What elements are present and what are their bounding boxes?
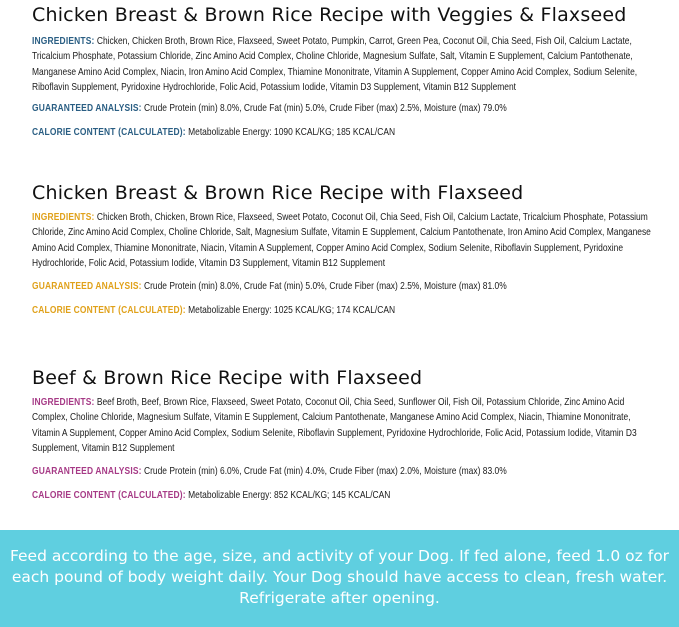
analysis-text: Crude Protein (min) 8.0%, Crude Fat (min) 5.0%, Crude Fiber (max) 2.5%, Moisture (max) 81.0% (143, 281, 507, 293)
recipe-title: Chicken Breast & Brown Rice Recipe with Flaxseed (32, 182, 524, 204)
analysis-label: GUARANTEED ANALYSIS: (32, 281, 142, 293)
calorie-label: CALORIE CONTENT (CALCULATED): (32, 127, 186, 139)
calorie-content (32, 125, 652, 140)
recipe-section-beef-flaxseed (32, 366, 652, 504)
calorie-label: CALORIE CONTENT (CALCULATED): (32, 305, 186, 317)
ingredients-label: INGREDIENTS: (32, 397, 95, 408)
feeding-instructions-text: Feed according to the age, size, and activity of your Dog. If fed alone, feed 1.0 oz for each pound of body weight daily. Your Dog should have access to clean, fresh water. Refrigerate after opening. (9, 547, 670, 607)
calorie-content (32, 303, 652, 318)
guaranteed-analysis (32, 279, 652, 294)
analysis-text: Crude Protein (min) 8.0%, Crude Fat (min) 5.0%, Crude Fiber (max) 2.5%, Moisture (max) 79.0% (143, 103, 507, 115)
recipe-section-chicken-veggies (32, 3, 652, 141)
recipe-title: Chicken Breast & Brown Rice Recipe with Veggies & Flaxseed (32, 4, 627, 26)
calorie-text: Metabolizable Energy: 1025 KCAL/KG; 174 KCAL/CAN (188, 305, 396, 317)
recipe-section-chicken-flaxseed (32, 181, 652, 319)
analysis-label: GUARANTEED ANALYSIS: (32, 103, 142, 115)
ingredients-text: Chicken, Chicken Broth, Brown Rice, Flaxseed, Sweet Potato, Pumpkin, Carrot, Green Pea, Coconut Oil, Chia Seed, Fish Oil, Calcium Lactate, Tricalcium Phosphate, Potassium Chloride, Zinc Amino Acid Complex, Choline Chloride, Magnesium Sulfate, Salt, Vitamin E Supplement, Calcium Pantothenate, Manganese Amino Acid Complex, Niacin, Iron Amino Acid Complex, Thiamine Mononitrate, Vitamin A Supplement, Copper Amino Acid Complex, Sodium Selenite, Riboflavin Supplement, Pyridoxine Hydrochloride, Folic Acid, Potassium Iodide, Vitamin D3 Supplement, Vitamin B12 Supplement (32, 36, 638, 93)
analysis-text: Crude Protein (min) 6.0%, Crude Fat (min) 4.0%, Crude Fiber (max) 2.0%, Moisture (max) 83.0% (143, 466, 507, 478)
calorie-text: Metabolizable Energy: 1090 KCAL/KG; 185 KCAL/CAN (188, 127, 396, 139)
ingredients-paragraph (32, 395, 652, 456)
ingredients-label: INGREDIENTS: (32, 212, 95, 223)
guaranteed-analysis (32, 101, 652, 116)
ingredients-paragraph (32, 34, 652, 95)
calorie-content (32, 488, 652, 503)
ingredients-label: INGREDIENTS: (32, 36, 95, 47)
guaranteed-analysis (32, 464, 652, 479)
analysis-label: GUARANTEED ANALYSIS: (32, 466, 142, 478)
ingredients-text: Beef Broth, Beef, Brown Rice, Flaxseed, Sweet Potato, Coconut Oil, Chia Seed, Sunflower Oil, Fish Oil, Potassium Chloride, Zinc Amino Acid Complex, Choline Chloride, Magnesium Sulfate, Vitamin E Supplement, Calcium Pantothenate, Manganese Amino Acid Complex, Niacin, Thiamine Mononitrate, Vitamin A Supplement, Copper Amino Acid Complex, Sodium Selenite, Riboflavin Supplement, Pyridoxine Hydrochloride, Folic Acid, Potassium Iodide, Vitamin D3 Supplement, Vitamin B12 Supplement (32, 397, 637, 454)
ingredients-paragraph (32, 210, 652, 271)
ingredients-text: Chicken Broth, Chicken, Brown Rice, Flaxseed, Sweet Potato, Coconut Oil, Chia Seed, Fish Oil, Calcium Lactate, Tricalcium Phosphate, Potassium Chloride, Zinc Amino Acid Complex, Choline Chloride, Salt, Magnesium Sulfate, Vitamin E Supplement, Calcium Pantothenate, Iron Amino Acid Complex, Manganese Amino Acid Complex, Thiamine Mononitrate, Niacin, Vitamin A Supplement, Copper Amino Acid Complex, Sodium Selenite, Riboflavin Supplement, Pyridoxine Hydrochloride, Folic Acid, Potassium Iodide, Vitamin D3 Supplement, Vitamin B12 Supplement (32, 212, 651, 269)
calorie-label: CALORIE CONTENT (CALCULATED): (32, 490, 186, 502)
recipe-title: Beef & Brown Rice Recipe with Flaxseed (32, 367, 423, 389)
calorie-text: Metabolizable Energy: 852 KCAL/KG; 145 KCAL/CAN (188, 490, 391, 502)
feeding-instructions-banner (0, 530, 679, 627)
